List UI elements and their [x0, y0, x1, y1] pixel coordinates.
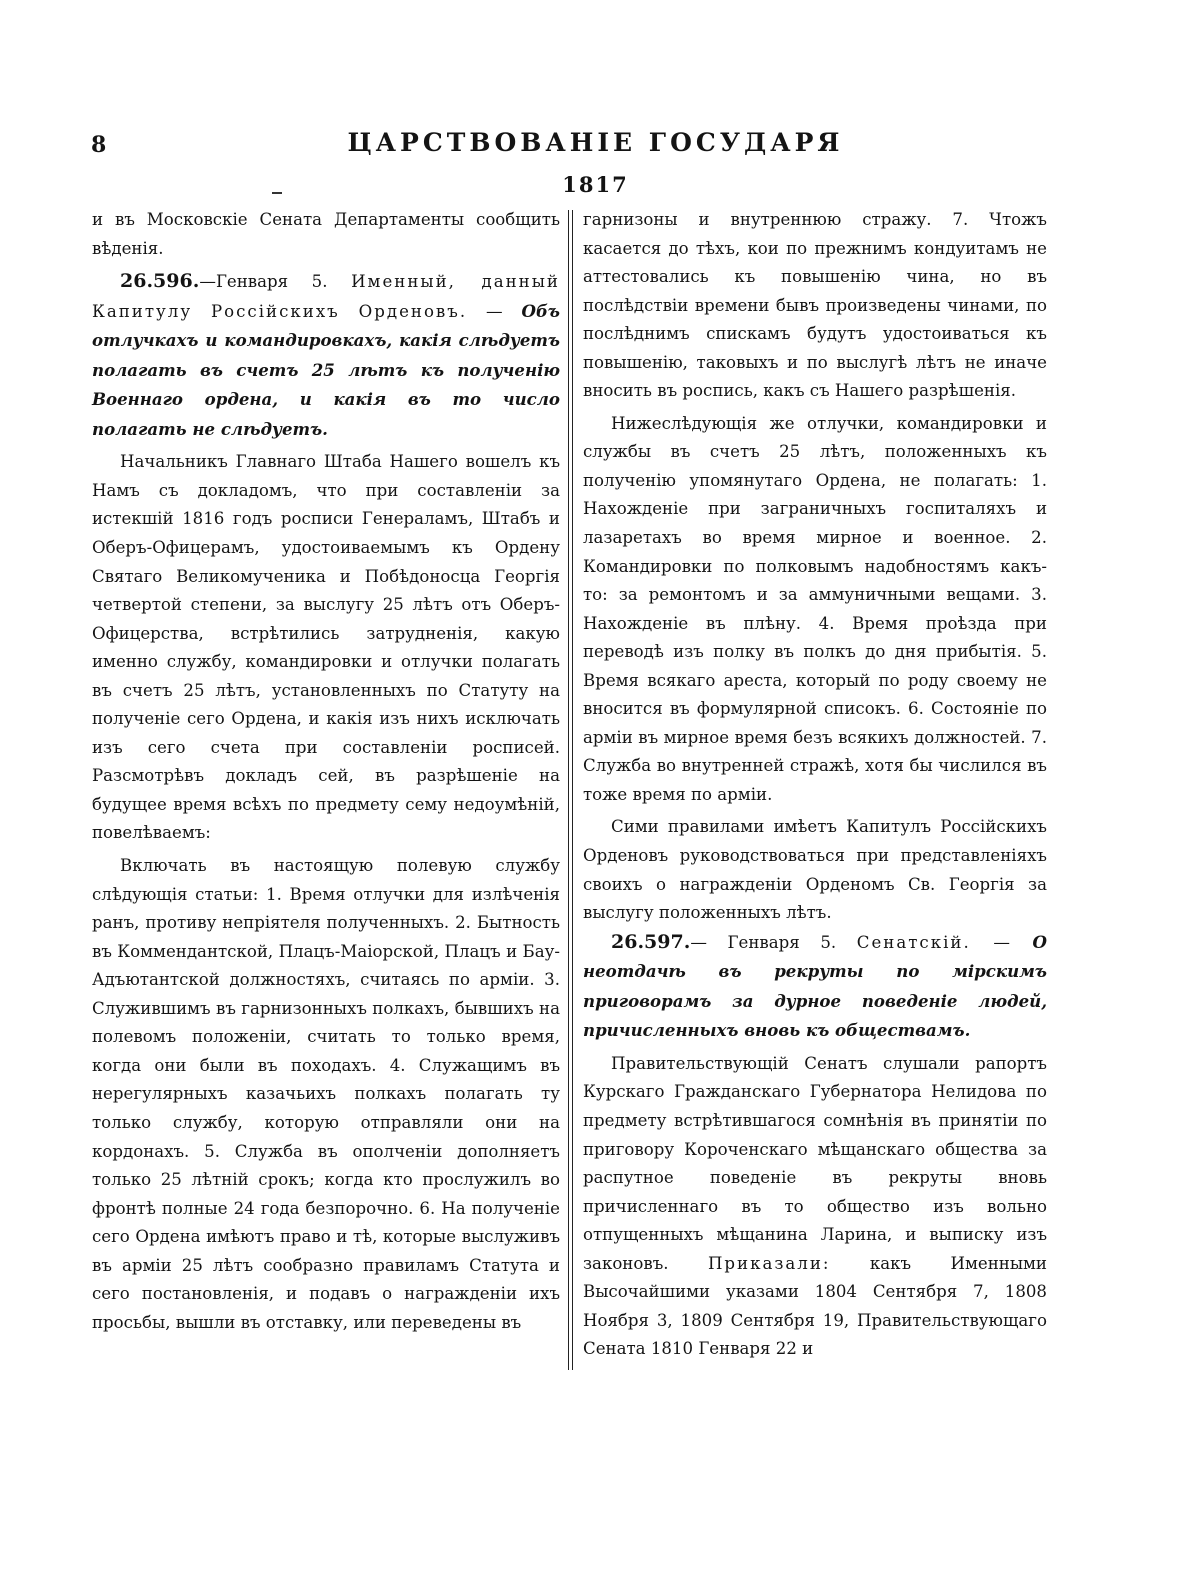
page-number: 8 [91, 132, 107, 158]
right-paragraph-1: гарнизоны и внутреннюю стражу. 7. Чтожъ касается до тѣхъ, кои по прежнимъ кондуитамъ не аттестовались къ повышенію чина, но въ послѣдствіи времени бывъ произведены чинами, по послѣднимъ спискамъ будутъ удостоиваться къ повышенію, таковыхъ и по выслугѣ лѣтъ не иначе вносить въ роспись, какъ съ Нашего разрѣшенія. [583, 210, 1047, 401]
decree-title: О неотдачѣ въ рекруты по мірскимъ приговорамъ за дурное поведеніе людей, причисленныхъ вновь къ обществамъ. [583, 931, 1048, 1041]
column-left [92, 206, 560, 1337]
left-paragraph-2: Начальникъ Главнаго Штаба Нашего вошелъ къ Намъ съ докладомъ, что при составленіи за истекшій 1816 годъ росписи Генераламъ, Штабъ и Оберъ-Офицерамъ, удостоиваемымъ къ Ордену Святаго Великомученика и Побѣдоносца Георгія четвертой степени, за выслугу 25 лѣтъ отъ Оберъ-Офицерства, встрѣтились затрудненія, какую именно службу, командировки и отлучки полагать въ счетъ 25 лѣтъ, установленныхъ по Статуту на полученіе сего Ордена, и какія изъ нихъ исключать изъ сего счета при составленіи росписей. Разсмотрѣвъ докладъ сей, въ разрѣшеніе на будущее время всѣхъ по предмету сему недоумѣній, повелѣваемъ: [92, 452, 560, 843]
left-paragraph-3: Включать въ настоящую полевую службу слѣдующія статьи: 1. Время отлучки для излѣченія ранъ, противу непріятеля полученныхъ. 2. Бытность въ Коммендантской, Плацъ-Маіорской, Плацъ и Бау-Адъютантской должностяхъ, считаясь по арміи. 3. Служившимъ въ гарнизонныхъ полкахъ, бывшихъ на полевомъ положеніи, считать то только время, когда они были въ походахъ. 4. Служащимъ въ нерегулярныхъ казачьихъ полкахъ полагать ту только службу, которую отправляли они на кордонахъ. 5. Служба въ ополченіи дополняетъ только 25 лѣтній срокъ; когда кто прослужилъ во фронтѣ полные 24 года безпорочно. 6. На полученіе сего Ордена имѣютъ право и тѣ, которые выслуживъ въ арміи 25 лѣтъ сообразно правиламъ Статута и сего постановленія, и подавъ о награжденіи ихъ просьбы, вышли въ отставку, или переведены въ [92, 856, 560, 1332]
right-paragraph-2: Нижеслѣдующія же отлучки, командировки и службы въ счетъ 25 лѣтъ, положенныхъ къ полученію упомянутаго Ордена, не полагать: 1. Нахожденіе при заграничныхъ госпиталяхъ и лазаретахъ во время мирное и военное. 2. Командировки по полковымъ надобностямъ какъ-то: за ремонтомъ и за аммуничными вещами. 3. Нахожденіе въ плѣну. 4. Время проѣзда при переводѣ изъ полку въ полкъ до дня прибытія. 5. Время всякаго ареста, который по роду своему не вносится въ формулярной списокъ. 6. Состояніе по арміи въ мирное время безъ всякихъ должностей. 7. Служба во внутренней стражѣ, хотя бы числился въ тоже время по арміи. [583, 413, 1047, 804]
paragraph-text-continued: какъ Именными Высочайшими указами 1804 Сентября 7, 1808 Ноября 3, 1809 Сентября 19, Правительствующаго Сената 1810 Генваря 22 и [583, 1253, 1047, 1359]
paragraph-text: Правительствующій Сенатъ слушали рапортъ Курскаго Гражданскаго Губернатора Нелидова по предмету встрѣтившагося сомнѣнія въ принятіи по приговору Короченскаго мѣщанскаго общества за распутное поведеніе въ рекруты вновь причисленнаго въ то общество изъ вольно отпущенныхъ мѣщанина Ларина, и выписку изъ законовъ. [583, 1053, 1047, 1273]
running-head: ЦАРСТВОВАНІЕ ГОСУДАРЯ [347, 128, 844, 157]
decree-number: 26.596. [120, 270, 200, 293]
decree-date: —Генваря 5. [199, 272, 328, 292]
right-paragraph-3: Сими правилами имѣетъ Капитулъ Россійскихъ Орденовъ руководствоваться при представленіяхъ своихъ о награжденіи Орденомъ Св. Георгія за выслугу положенныхъ лѣтъ. [583, 817, 1047, 923]
decree-26597-heading [583, 928, 1047, 1046]
decree-number: 26.597. [611, 930, 691, 953]
right-paragraph-4 [583, 1050, 1047, 1364]
decree-title: Объ отлучкахъ и командировкахъ, какія слѣдуетъ полагать въ счетъ 25 лѣтъ къ полученію Военнаго ордена, и какія въ то число полагать не слѣдуетъ. [92, 300, 560, 439]
decree-date: — Генваря 5. [690, 932, 837, 952]
decree-kind: Сенатскій. — [856, 932, 1012, 952]
left-paragraph-1: и въ Московскіе Сената Департаменты сообщить вѣденія. [92, 210, 560, 258]
column-right [583, 206, 1047, 1364]
decree-26596-heading [92, 267, 560, 444]
ordered-label: Приказали: [707, 1253, 831, 1273]
column-divider [568, 210, 573, 1370]
running-year: 1817 [562, 172, 629, 197]
decree-kind: Именный, данный Капитулу Россійскихъ Орденовъ. — [92, 272, 560, 321]
printer-mark [272, 192, 282, 194]
